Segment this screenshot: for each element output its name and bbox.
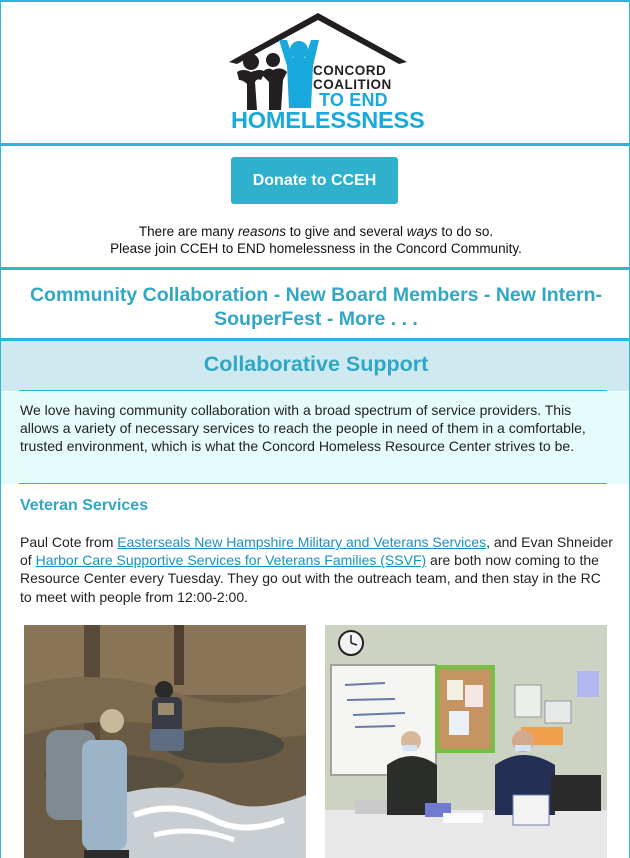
intro-line-2: Please join CCEH to END homelessness in the Concord Community. <box>110 241 522 256</box>
intro-text: to do so. <box>437 224 494 239</box>
headline-line-1: Community Collaboration - New Board Members - New Intern- <box>29 284 603 306</box>
creek-image <box>24 625 306 858</box>
logo-line-3: TO END <box>319 90 388 110</box>
paragraph-text: Paul Cote from <box>20 534 118 550</box>
divider <box>1 143 630 146</box>
paragraph-text: , and Evan Shneider of <box>20 534 613 569</box>
logo-line-2: COALITION <box>313 77 392 92</box>
intro-text: to give and several <box>285 224 407 239</box>
headline-line-2: SouperFest - More . . . <box>214 308 418 330</box>
intro-emphasis-reasons: reasons <box>237 224 286 239</box>
collab-paragraph: We love having community collaboration with a broad spectrum of service providers. This allows a variety of necessary services to reach the people in need of them in a comfortable, trusted environment, which is what the Concord Homeless Resource Center strives to be. <box>20 402 586 455</box>
veteran-paragraph <box>20 533 615 606</box>
intro-line-1 <box>1 224 630 239</box>
easterseals-link[interactable]: Easterseals New Hampshire Military and Veterans Services <box>117 534 487 550</box>
top-border <box>1 0 630 2</box>
paragraph-text: are both now coming to the Resource Center every Tuesday. They go out with the outreach team, and then stay in the RC to meet with people from 12:00-2:00. <box>20 552 601 605</box>
intro-emphasis-ways: ways <box>406 224 438 239</box>
resource-center-office-photo <box>325 625 607 858</box>
intro-text: There are many <box>138 224 238 239</box>
section-title: Collaborative Support <box>203 352 429 376</box>
section-divider <box>19 390 607 391</box>
logo-line-1: CONCORD <box>313 63 387 78</box>
section-divider <box>19 483 607 484</box>
outdoor-creek-photo <box>24 625 306 858</box>
divider <box>1 267 630 270</box>
donate-button[interactable]: Donate to CCEH <box>231 157 398 204</box>
logo-line-4: HOMELESSNESS <box>231 107 425 133</box>
veteran-heading: Veteran Services <box>20 497 149 514</box>
harbor-care-link[interactable]: Harbor Care Supportive Services for Veterans Families (SSVF) <box>35 552 427 569</box>
office-image <box>325 625 607 858</box>
cceh-logo <box>221 10 425 133</box>
